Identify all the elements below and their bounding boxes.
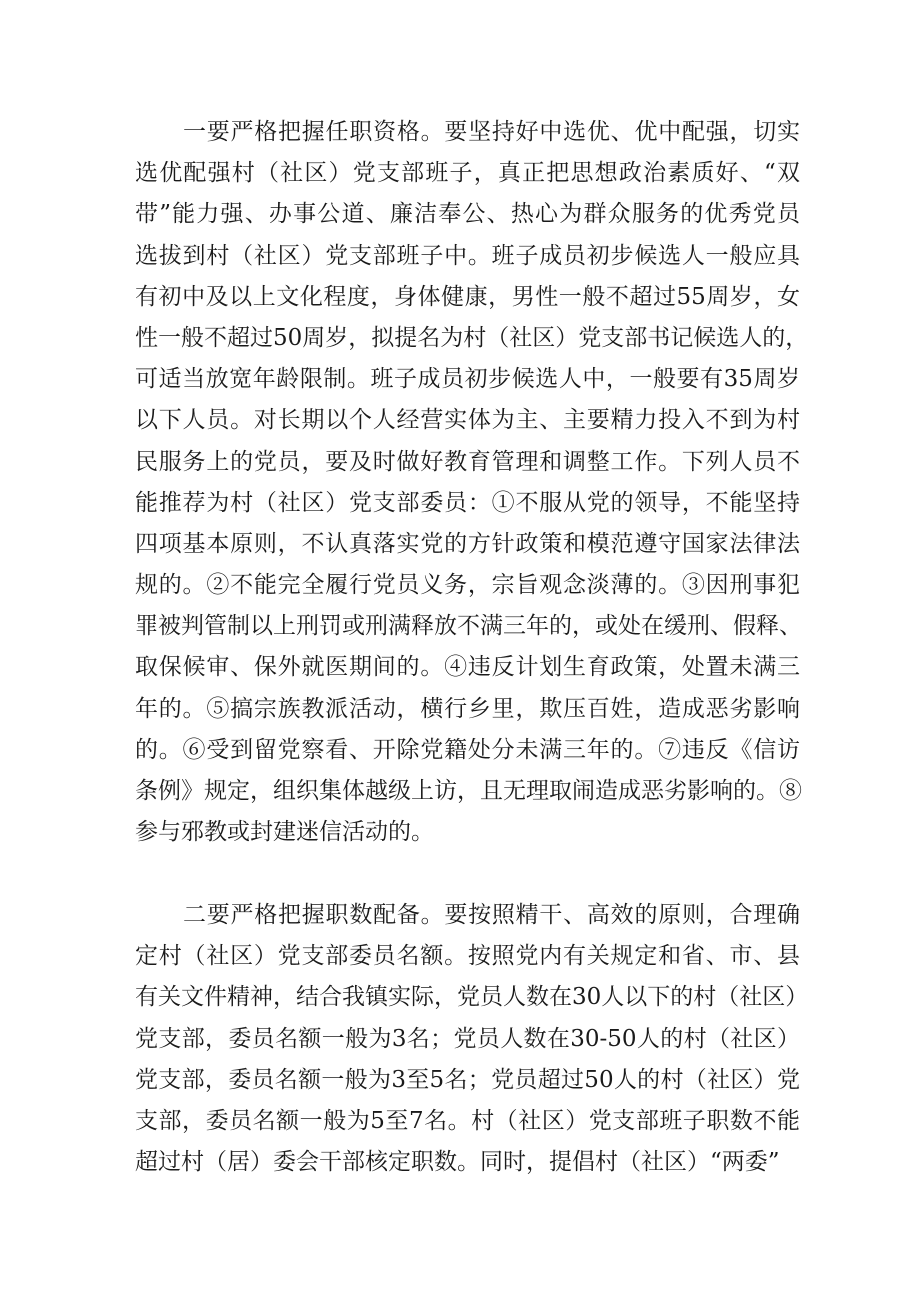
text-line: 四项基本原则，不认真落实党的方针政策和模范遵守国家法律法 bbox=[135, 530, 800, 557]
text-line: 一要严格把握任职资格。要坚持好中选优、优中配强，切实 bbox=[183, 119, 800, 145]
text-line: 取保候审、保外就医期间的。④违反计划生育政策，处置未满三 bbox=[135, 654, 800, 681]
text-line: 定村（社区）党支部委员名额。按照党内有关规定和省、市、县 bbox=[135, 943, 800, 970]
paragraph-qualification bbox=[135, 112, 809, 853]
text-line: 党支部，委员名额一般为3至5名；党员超过50人的村（社区）党 bbox=[135, 1066, 800, 1093]
text-line: 年的。⑤搞宗族教派活动，横行乡里，欺压百姓，造成恶劣影响 bbox=[135, 695, 800, 722]
text-line: 参与邪教或封建迷信活动的。 bbox=[135, 819, 434, 846]
text-line: 有初中及以上文化程度，身体健康，男性一般不超过55周岁，女 bbox=[135, 283, 800, 310]
text-line: 性一般不超过50周岁，拟提名为村（社区）党支部书记候选人的， bbox=[135, 324, 809, 351]
text-line: 选优配强村（社区）党支部班子，真正把思想政治素质好、“双 bbox=[135, 160, 800, 187]
text-line: 的。⑥受到留党察看、开除党籍处分未满三年的。⑦违反《信访 bbox=[135, 736, 800, 763]
text-line: 民服务上的党员，要及时做好教育管理和调整工作。下列人员不 bbox=[135, 448, 800, 475]
paragraph-staffing bbox=[135, 895, 809, 1183]
text-line: 能推荐为村（社区）党支部委员：①不服从党的领导，不能坚持 bbox=[135, 489, 800, 516]
text-line: 带”能力强、办事公道、廉洁奉公、热心为群众服务的优秀党员 bbox=[135, 201, 800, 228]
text-line: 二要严格把握职数配备。要按照精干、高效的原则，合理确 bbox=[183, 902, 800, 928]
text-line: 罪被判管制以上刑罚或刑满释放不满三年的，或处在缓刑、假释、 bbox=[135, 613, 802, 640]
text-line: 以下人员。对长期以个人经营实体为主、主要精力投入不到为村 bbox=[135, 407, 800, 434]
text-line: 规的。②不能完全履行党员义务，宗旨观念淡薄的。③因刑事犯 bbox=[135, 572, 800, 599]
text-line: 党支部，委员名额一般为3名；党员人数在30-50人的村（社区） bbox=[135, 1025, 800, 1052]
text-line: 选拔到村（社区）党支部班子中。班子成员初步候选人一般应具 bbox=[135, 242, 800, 269]
text-line: 超过村（居）委会干部核定职数。同时，提倡村（社区）“两委” bbox=[135, 1149, 780, 1176]
text-line: 条例》规定，组织集体越级上访，且无理取闹造成恶劣影响的。⑧ bbox=[135, 778, 802, 804]
text-line: 可适当放宽年龄限制。班子成员初步候选人中，一般要有35周岁 bbox=[135, 366, 800, 393]
text-line: 有关文件精神，结合我镇实际，党员人数在30人以下的村（社区） bbox=[135, 984, 809, 1011]
text-line: 支部，委员名额一般为5至7名。村（社区）党支部班子职数不能 bbox=[135, 1107, 800, 1134]
